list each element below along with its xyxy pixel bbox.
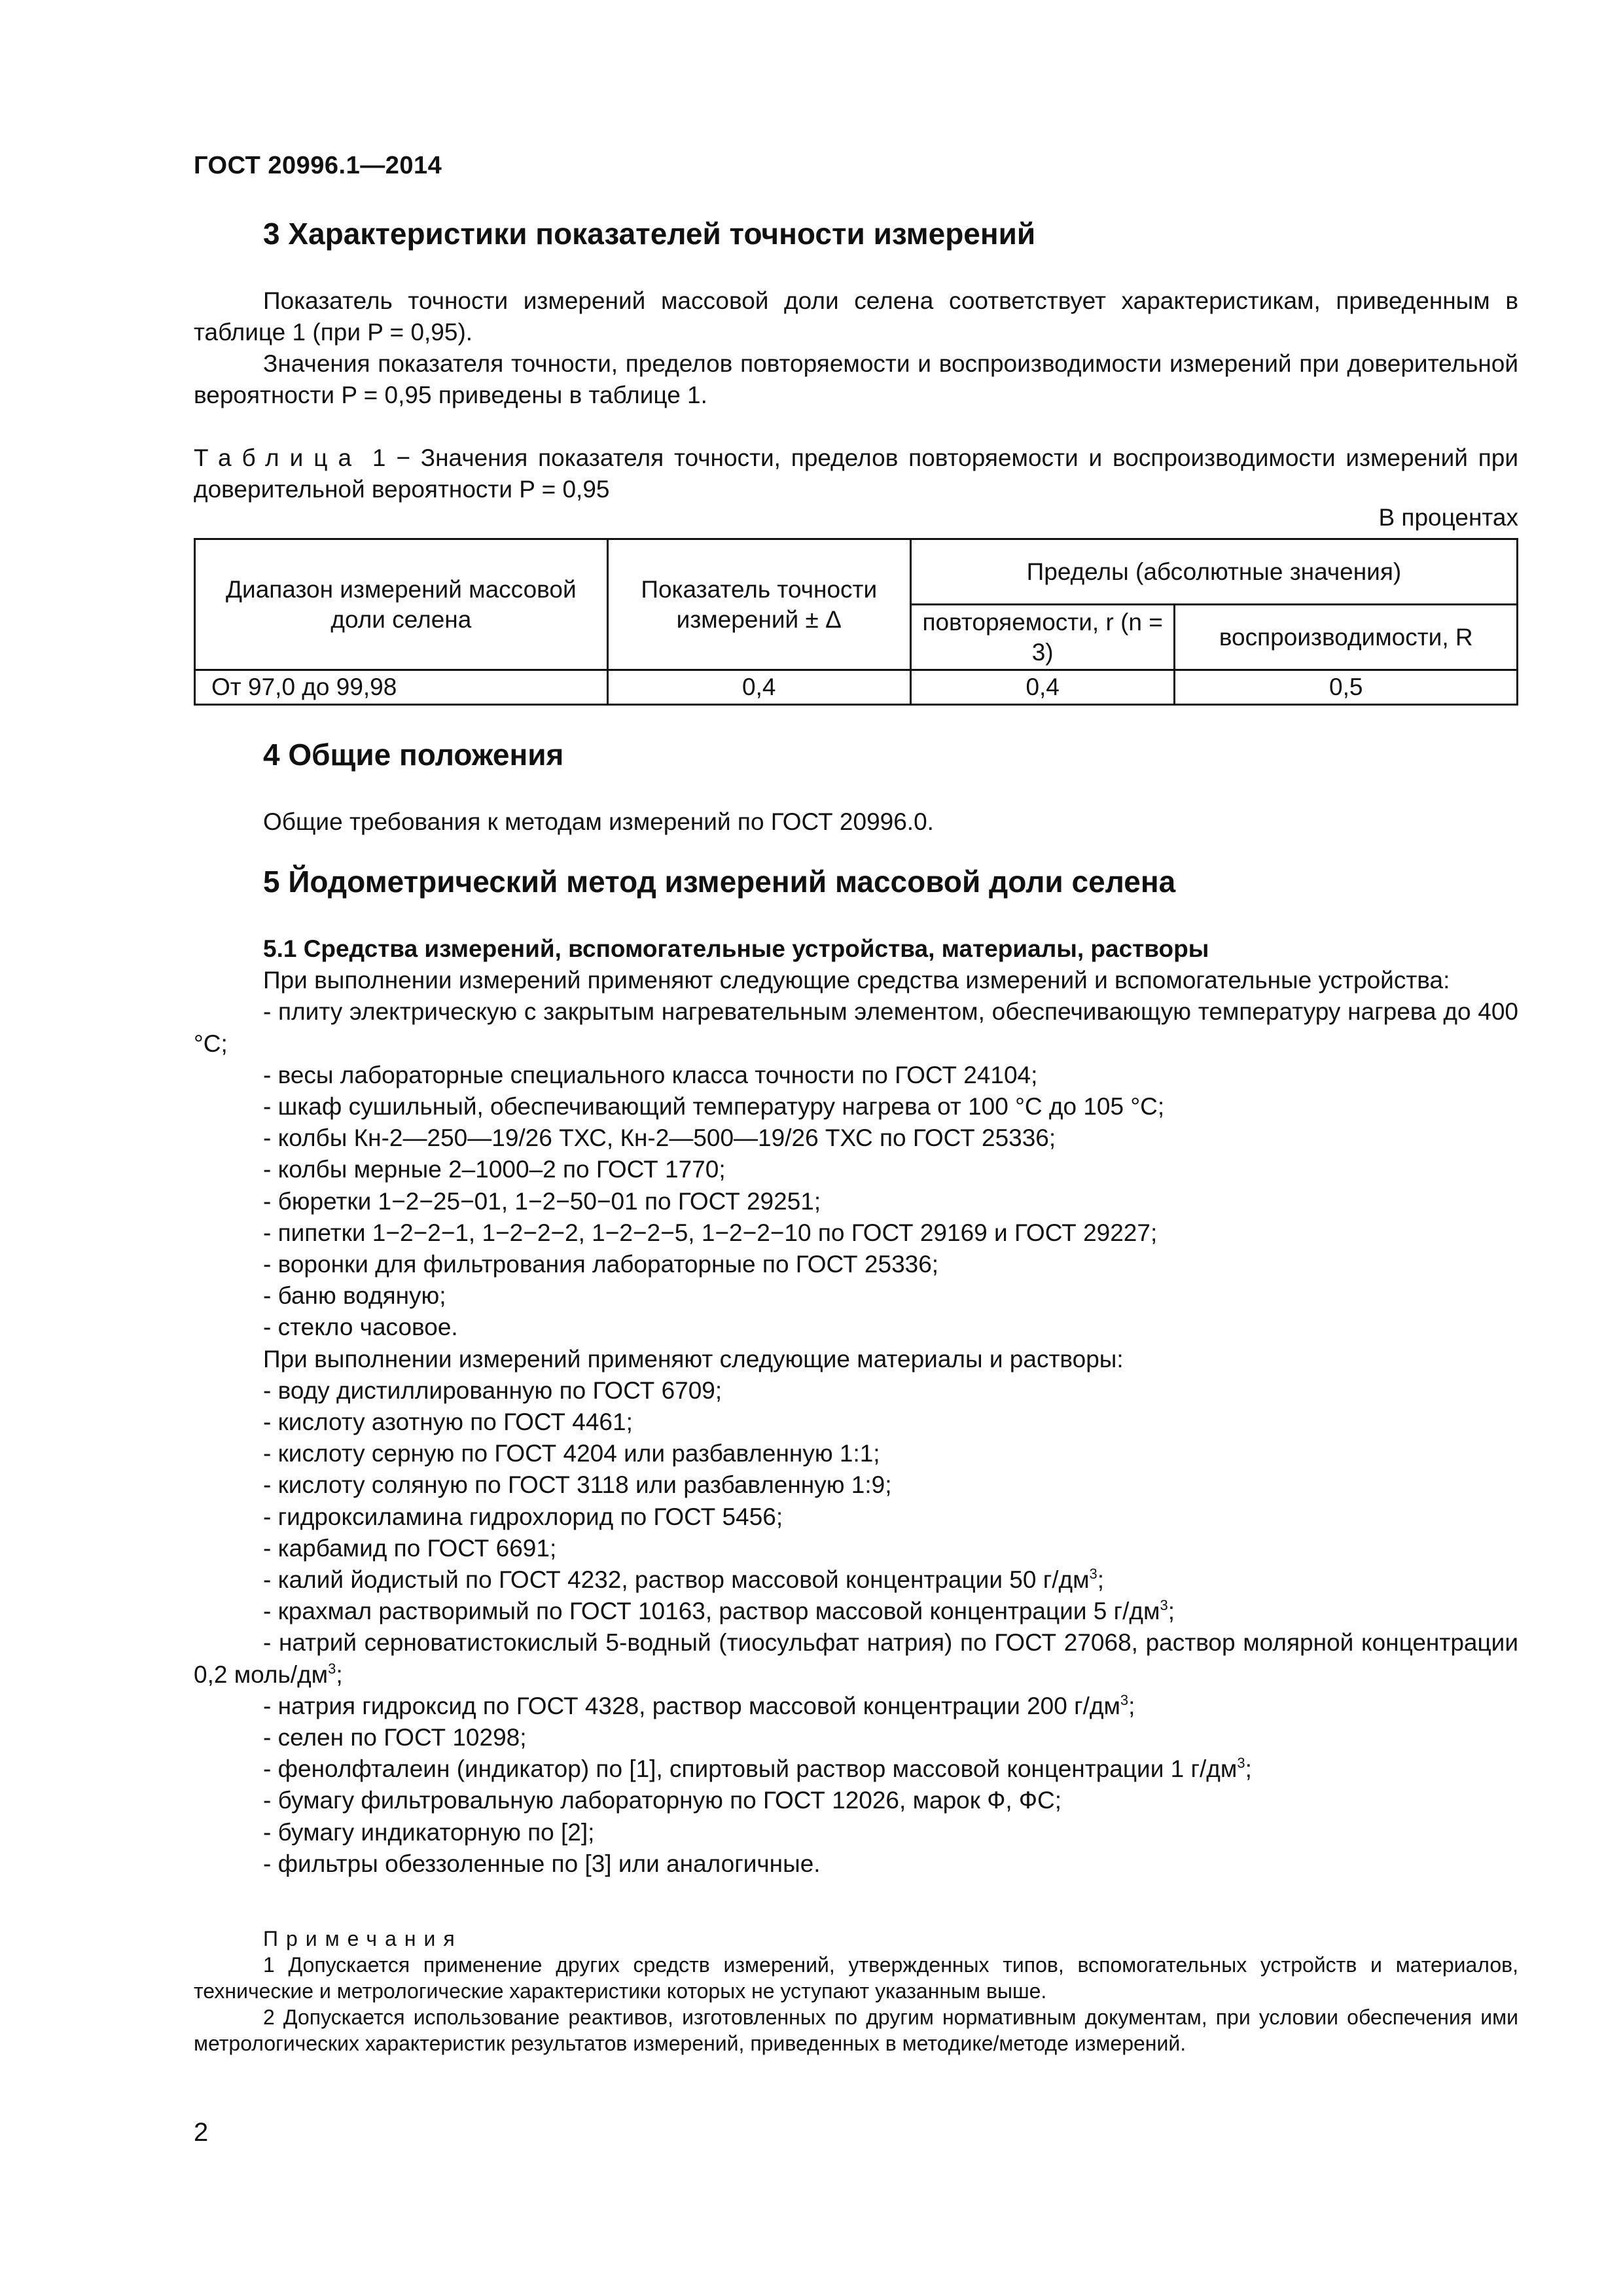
semicolon: ; [1245,1755,1252,1783]
th-limits: Пределы (абсолютные значения) [910,539,1517,605]
superscript: 3 [1160,1597,1168,1614]
section-3-body [194,285,1518,411]
note-2: 2 Допускается использование реактивов, изготовленных по другим нормативным документам, при условии обеспечения ими метрологических характеристик результатов измерений, приведенных в методике/методе измерений. [194,2005,1518,2055]
list-item: - стекло часовое. [263,1314,458,1341]
subsection-5-1-title: 5.1 Средства измерений, вспомогательные устройства, материалы, растворы [263,935,1209,962]
table-1 [194,538,1518,706]
section-5-1-body [194,933,1518,1880]
list-item-thiosulfate [194,1627,1518,1690]
th-repeatability: повторяемости, r (n = 3) [910,605,1175,670]
list-item-starch [194,1596,1518,1627]
thio-text: - натрий серноватистокислый 5-водный (тиосульфат натрия) по ГОСТ 27068, раствор молярной концентрации 0,2 моль/дм [194,1629,1518,1688]
section-3-para-2: Значения показателя точности, пределов повторяемости и воспроизводимости измерений при доверительной вероятности P = 0,95 приведены в таблице 1. [194,350,1518,408]
list-item-naoh [194,1691,1518,1722]
list-item: - фильтры обеззоленные по [3] или аналогичные. [263,1850,821,1877]
materials-intro: При выполнении измерений применяют следующие материалы и растворы: [263,1345,1124,1372]
th-reproducibility: воспроизводимости, R [1175,605,1518,670]
doc-code-header: ГОСТ 20996.1—2014 [194,152,442,179]
table-units: В процентах [1378,504,1518,531]
list-item: - бумагу фильтровальную лабораторную по ГОСТ 12026, марок Ф, ФС; [263,1787,1062,1814]
list-item: - бюретки 1−2−25−01, 1−2−50−01 по ГОСТ 29251; [263,1187,821,1215]
starch-text: - крахмал растворимый по ГОСТ 10163, раствор массовой концентрации 5 г/дм [263,1598,1160,1625]
section-3-para-1: Показатель точности измерений массовой доли селена соответствует характеристикам, приведенным в таблице 1 (при P = 0,95). [194,287,1518,346]
th-range: Диапазон измерений массовой доли селена [195,539,608,670]
table-1-caption [194,442,1518,505]
notes-block [194,1926,1518,2056]
list-item: - баню водяную; [263,1282,446,1310]
list-item: - кислоту серную по ГОСТ 4204 или разбавленную 1:1; [263,1440,880,1467]
section-4-para: Общие требования к методам измерений по ГОСТ 20996.0. [263,808,934,835]
list-item-phenolphthalein [194,1753,1518,1785]
list-item: - колбы Кн-2—250—19/26 ТХС, Кн-2—500—19/26 ТХС по ГОСТ 25336; [263,1124,1056,1152]
th-accuracy: Показатель точности измерений ± Δ [607,539,910,670]
semicolon: ; [336,1660,343,1688]
list-item: - кислоту азотную по ГОСТ 4461; [263,1408,633,1436]
list-item: - пипетки 1−2−2−1, 1−2−2−2, 1−2−2−5, 1−2−2−10 по ГОСТ 29169 и ГОСТ 29227; [263,1219,1158,1246]
list-item: - весы лабораторные специального класса точности по ГОСТ 24104; [263,1061,1038,1088]
section-3-title: 3 Характеристики показателей точности измерений [263,217,1036,251]
naoh-text: - натрия гидроксид по ГОСТ 4328, раствор массовой концентрации 200 г/дм [263,1692,1120,1719]
notes-title: Примечания [263,1927,463,1950]
table-caption-text: − Значения показателя точности, пределов повторяемости и воспроизводимости измерений при доверительной вероятности P = 0,95 [194,444,1519,503]
table-caption-label: Таблица [194,444,363,471]
list-item: - гидроксиламина гидрохлорид по ГОСТ 5456; [263,1503,783,1530]
list-item: - воду дистиллированную по ГОСТ 6709; [263,1376,722,1404]
list-item: - селен по ГОСТ 10298; [263,1724,527,1751]
note-1: 1 Допускается применение других средств измерений, утвержденных типов, вспомогательных устройств и материалов, технические и метрологические характеристики которых не уступают указанным выше. [194,1953,1518,2003]
list-item: - бумагу индикаторную по [2]; [263,1818,595,1846]
table-caption-number: 1 [372,444,386,471]
cell-reproducibility: 0,5 [1175,670,1518,705]
ki-text: - калий йодистый по ГОСТ 4232, раствор массовой концентрации 50 г/дм [263,1566,1090,1594]
superscript: 3 [1089,1566,1097,1583]
cell-range: От 97,0 до 99,98 [195,670,608,705]
superscript: 3 [328,1660,336,1677]
cell-accuracy: 0,4 [607,670,910,705]
section-5-title: 5 Йодометрический метод измерений массовой доли селена [263,865,1176,899]
table-row [195,670,1518,705]
list-item: - шкаф сушильный, обеспечивающий температуру нагрева от 100 °С до 105 °С; [263,1093,1165,1121]
superscript: 3 [1237,1755,1245,1772]
phen-text: - фенолфталеин (индикатор) по [1], спиртовый раствор массовой концентрации 1 г/дм [263,1755,1238,1783]
list-item: - колбы мерные 2–1000–2 по ГОСТ 1770; [263,1156,726,1183]
list-item: - плиту электрическую с закрытым нагревательным элементом, обеспечивающую температуру нагрева до 400 °С; [194,998,1518,1057]
list-item-ki [194,1564,1518,1596]
semicolon: ; [1097,1566,1105,1594]
list-item: - воронки для фильтрования лабораторные по ГОСТ 25336; [263,1251,939,1278]
equipment-intro: При выполнении измерений применяют следующие средства измерений и вспомогательные устройства: [263,967,1450,994]
cell-repeatability: 0,4 [910,670,1175,705]
page-number: 2 [194,2118,209,2147]
list-item: - карбамид по ГОСТ 6691; [263,1534,557,1562]
section-4-body [194,806,1518,838]
superscript: 3 [1120,1691,1129,1708]
list-item: - кислоту соляную по ГОСТ 3118 или разбавленную 1:9; [263,1471,892,1499]
semicolon: ; [1168,1598,1175,1625]
section-4-title: 4 Общие положения [263,738,564,772]
semicolon: ; [1128,1692,1135,1719]
